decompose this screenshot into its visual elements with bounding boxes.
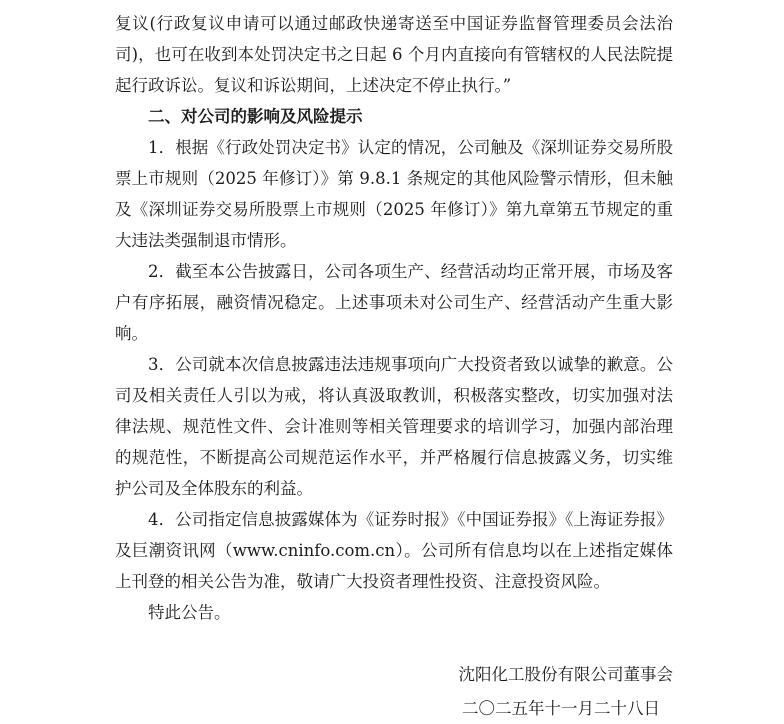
- section-heading: 二、对公司的影响及风险提示: [148, 107, 363, 126]
- signature-block: [115, 659, 673, 724]
- paragraph-4-disclosure-media: 4．公司指定信息披露媒体为《证券时报》《中国证券报》《上海证券报》及巨潮资讯网（www.cninfo.com.cn）。公司所有信息均以在上述指定媒体上刊登的相关公告为准，敬请广大投资者理性投资、注意投资风险。: [115, 510, 673, 591]
- paragraph-2-operations-status: 2．截至本公告披露日，公司各项生产、经营活动均正常开展，市场及客户有序拓展，融资情况稳定。上述事项未对公司生产、经营活动产生重大影响。: [115, 262, 673, 343]
- closing-statement: 特此公告。: [148, 603, 231, 622]
- signer-board-name: 沈阳化工股份有限公司董事会: [458, 665, 673, 684]
- paragraph-1-delisting-risk: 1．根据《行政处罚决定书》认定的情况，公司触及《深圳证券交易所股票上市规则（2025 年修订）》第 9.8.1 条规定的其他风险警示情形，但未触及《深圳证券交易所股票上市规则（2025 年修订）》第九章第五节规定的重大违法类强制退市情形。: [115, 138, 673, 250]
- signature-date: 二〇二五年十一月二十八日: [462, 699, 660, 718]
- intro-continuation-paragraph: 复议(行政复议申请可以通过邮政快递寄送至中国证券监督管理委员会法治司)，也可在收到本处罚决定书之日起 6 个月内直接向有管辖权的人民法院提起行政诉讼。复议和诉讼期间，上述决定不停止执行。”: [115, 14, 673, 95]
- paragraph-3-apology-rectification: 3．公司就本次信息披露违法违规事项向广大投资者致以诚挚的歉意。公司及相关责任人引以为戒，将认真汲取教训，积极落实整改，切实加强对法律法规、规范性文件、会计准则等相关管理要求的培训学习，加强内部治理的规范性，不断提高公司规范运作水平，并严格履行信息披露义务，切实维护公司及全体股东的利益。: [115, 355, 673, 498]
